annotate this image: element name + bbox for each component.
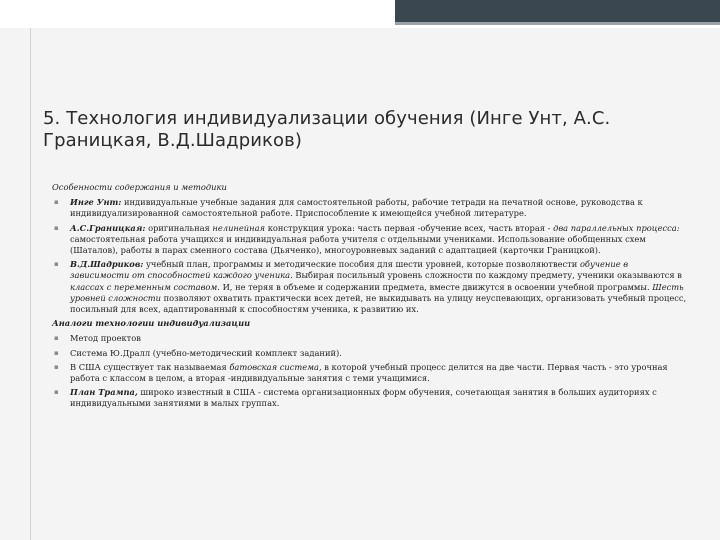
slide-body <box>52 182 687 413</box>
item-text-italic: классах с переменным составом. <box>70 281 220 292</box>
item-text-italic: два параллельных процесса: <box>553 222 680 233</box>
top-bar <box>0 0 720 28</box>
list-item <box>52 362 687 384</box>
list-item <box>52 259 687 315</box>
section-heading-features: Особенности содержания и методики <box>52 182 227 192</box>
item-text: Выбирая посильный уровень сложности по каждому предмету, ученики оказываются в <box>292 270 682 281</box>
item-lead: В.Д.Шадриков: <box>70 259 144 270</box>
slide-title: 5. Технология индивидуализации обучения (Инге Унт, А.С. Границкая, В.Д.Шадриков) <box>43 108 611 151</box>
item-text: Метод проектов <box>70 333 141 344</box>
left-divider <box>30 28 31 540</box>
item-text-italic: батовская система, <box>229 361 322 372</box>
bullet-icon: ▪ <box>54 334 59 343</box>
item-lead: А.С.Границкая: <box>70 222 146 233</box>
list-item <box>52 348 687 359</box>
item-text: Система Ю.Дралл (учебно-методический комплект заданий). <box>70 347 342 358</box>
item-text: В США существует так называемая <box>70 361 230 372</box>
item-text: индивидуальные учебные задания для самостоятельной работы, рабочие тетради на печатной основе, руководства к индивидуализированной самостоятельной работе. Приспособление к имеющейся учебной литературе. <box>70 197 643 219</box>
bullet-icon: ▪ <box>54 348 59 357</box>
item-text: оригинальная <box>145 222 213 233</box>
item-text-italic: Шесть уровней сложности <box>70 281 684 303</box>
item-lead: Инге Унт: <box>70 197 122 208</box>
header-accent-bar <box>395 0 720 22</box>
item-text: в которой учебный процесс делится на две части. Первая часть - это урочная работа с классом в целом, а вторая -индивидуальные занятия с теми учащимися. <box>70 361 668 384</box>
list-item <box>52 197 687 219</box>
item-text-italic: нелинейная <box>212 222 266 233</box>
bullet-icon: ▪ <box>54 388 59 397</box>
item-lead: План Трампа, <box>70 387 138 398</box>
item-text: конструкция урока: часть первая -обучение всех, часть вторая - <box>265 222 554 233</box>
bullet-icon: ▪ <box>54 198 59 207</box>
bullet-icon: ▪ <box>54 260 59 269</box>
header-accent-stripe <box>395 22 720 25</box>
list-item <box>52 333 687 344</box>
item-text-italic: обучение в зависимости от способностей каждого ученика. <box>70 259 629 281</box>
list-item <box>52 387 687 409</box>
bullet-icon: ▪ <box>54 223 59 232</box>
bullet-icon: ▪ <box>54 362 59 371</box>
list-item <box>52 223 687 257</box>
item-text: позволяют охватить практически всех детей, не выкидывать на улицу неуспевающих, организовать учебный процесс, посильный для всех, адаптированный к способностям ученика, к развитию их. <box>70 292 687 315</box>
item-text: учебный план, программы и методические пособия для шести уровней, которые позволяютвести <box>143 259 580 270</box>
item-text: широко известный в США - система организационных форм обучения, сочетающая занятия в больших аудиториях с индивидуальными занятиями в малых группах. <box>70 387 657 409</box>
section-heading-analogs: Аналоги технологии индивидуализации <box>52 318 251 329</box>
item-text: И, не теряя в объеме и содержании предмета, вместе движутся в освоении учебной программы. <box>219 281 653 292</box>
item-text: самостоятельная работа учащихся и индивидуальная работа учителя с отдельными учениками. Использование обобщенных схем (Шаталов), работы в парах сменного состава (Дьяченко), многоуровневых заданий с адаптацией (карточки Границкой). <box>70 233 646 256</box>
